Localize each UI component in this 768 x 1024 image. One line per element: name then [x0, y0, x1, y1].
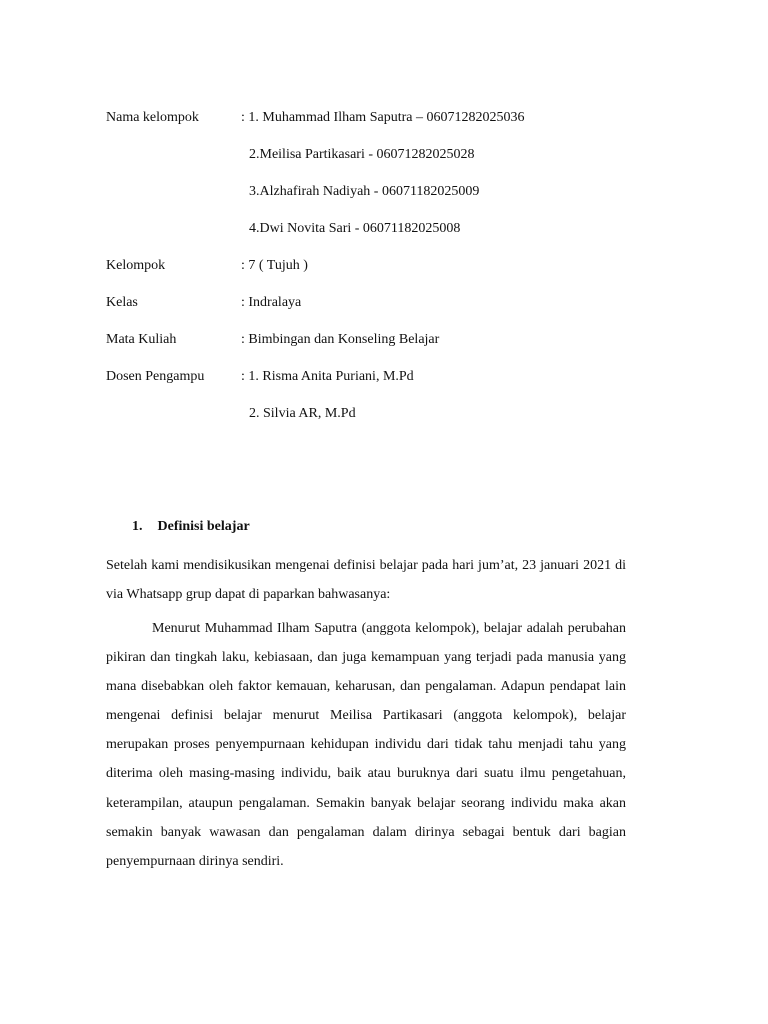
section-number: 1.: [132, 519, 143, 534]
mata-kuliah-label: Mata Kuliah: [106, 332, 177, 347]
kelompok-value: : 7 ( Tujuh ): [241, 258, 308, 273]
paragraph-definition: Menurut Muhammad Ilham Saputra (anggota kelompok), belajar adalah perubahan pikiran dan tingkah laku, kebiasaan, dan juga kemampuan yang terjadi pada manusia yang mana disebabkan oleh faktor kemauan, keharusan, dan pengalaman. Adapun pendapat lain mengenai definisi belajar menurut Meilisa Partikasari (anggota kelompok), belajar merupakan proses penyempurnaan kehidupan individu dari tidak tahu menjadi tahu yang diterima oleh masing-masing individu, baik atau buruknya dari suatu ilmu pengetahuan, keterampilan, ataupun pengalaman. Semakin banyak belajar seorang individu maka akan semakin banyak wawasan dan pengalaman dalam dirinya sebagai bentuk dari bagian penyempurnaan dirinya sendiri.: [106, 621, 626, 869]
mata-kuliah-value: : Bimbingan dan Konseling Belajar: [241, 332, 440, 347]
member-4: 4.Dwi Novita Sari - 06071182025008: [249, 221, 461, 236]
section-heading: [132, 518, 250, 536]
kelas-value: : Indralaya: [241, 295, 302, 310]
paragraph-intro: Setelah kami mendisikusikan mengenai definisi belajar pada hari jum’at, 23 januari 2021 di via Whatsapp grup dapat di paparkan bahwasanya:: [106, 558, 626, 603]
dosen-1: : 1. Risma Anita Puriani, M.Pd: [241, 369, 414, 384]
member-3: 3.Alzhafirah Nadiyah - 06071182025009: [249, 184, 480, 199]
dosen-2: 2. Silvia AR, M.Pd: [249, 406, 356, 421]
dosen-label: Dosen Pengampu: [106, 369, 205, 384]
kelas-label: Kelas: [106, 295, 138, 310]
member-2: 2.Meilisa Partikasari - 06071282025028: [249, 147, 475, 162]
section-title: Definisi belajar: [157, 519, 250, 534]
nama-kelompok-label: Nama kelompok: [106, 110, 199, 125]
kelompok-label: Kelompok: [106, 258, 166, 273]
member-1: : 1. Muhammad Ilham Saputra – 06071282025036: [241, 110, 525, 125]
